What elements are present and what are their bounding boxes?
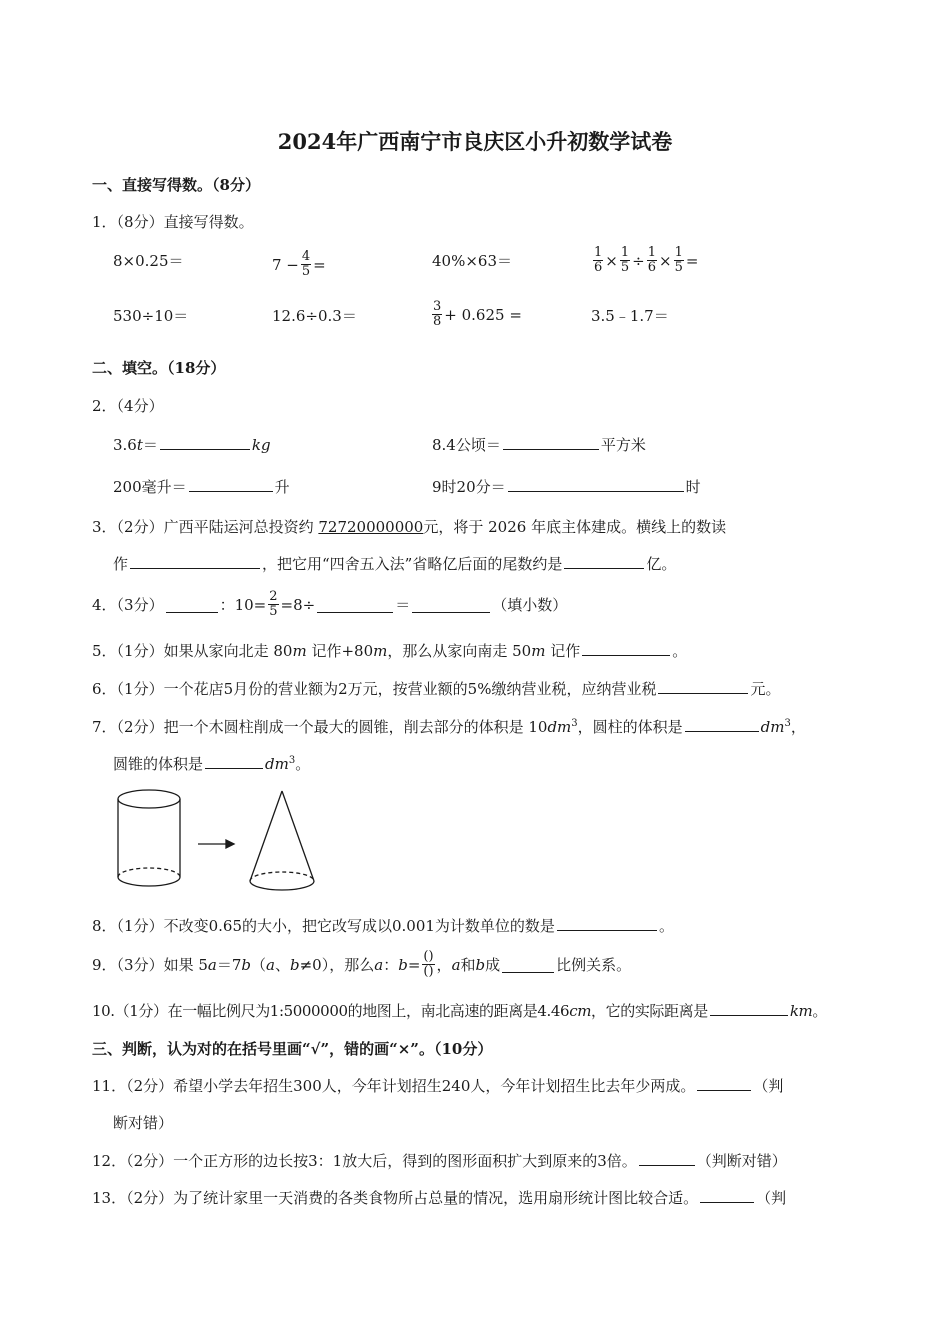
question-7-line-1: 7．（2分）把一个木圆柱削成一个最大的圆锥，削去部分的体积是 $10dm^3$，圆柱的体积是 $dm^3$， (92, 718, 806, 736)
fraction: $\frac{4}{5}$ (301, 249, 311, 279)
question-2-label: 2．（4分） (92, 397, 164, 415)
calc-item-g: $\frac{3}{8}$ + 0.625 = (433, 299, 522, 329)
answer-blank[interactable] (205, 753, 263, 769)
question-4: 4．（3分） ：10= $\frac{2}{5}$ =8÷ ＝ （填小数） (92, 589, 568, 619)
question-9: 9．（3分）如果 5 a ＝7 b （ a 、 b ≠0），那么 a ： b = $\frac{()}{()}$ ， a 和 b 成 比例关系。 (92, 949, 632, 979)
question-1-label: 1．（8分）直接写得数。 (92, 213, 254, 231)
q2-item-c: 200毫升＝ 升 (113, 478, 290, 496)
question-7-line-2: 圆锥的体积是 $dm^3$。 (113, 755, 311, 773)
answer-blank[interactable] (503, 434, 599, 450)
answer-blank[interactable] (710, 1000, 788, 1016)
answer-blank[interactable] (508, 476, 684, 492)
answer-blank[interactable] (582, 640, 670, 656)
question-13: 13．（2分）为了统计家里一天消费的各类食物所占总量的情况，选用扇形统计图比较合适。 （判 (92, 1189, 787, 1207)
calc-item-d: $\frac{1}{6}$ × $\frac{1}{5}$ ÷ $\frac{1}{6}$ × $\frac{1}{5}$ = (594, 245, 699, 275)
page-title: 2024年广西南宁市良庆区小升初数学试卷 (277, 129, 673, 154)
answer-blank[interactable] (317, 597, 393, 613)
q2-item-a: 3.6t＝ kg (113, 436, 271, 454)
calc-item-c: 40%×63＝ (432, 252, 512, 270)
answer-blank[interactable] (697, 1075, 751, 1091)
question-3-line-1: 3．（2分）广西平陆运河总投资约 72720000000元，将于 2026 年底主体建成。横线上的数读 (92, 518, 727, 536)
answer-blank[interactable] (130, 553, 260, 569)
calc-item-h: 3.5﹣1.7＝ (591, 307, 669, 325)
calc-item-e: 530÷10＝ (113, 307, 189, 325)
question-11-line-1: 11．（2分）希望小学去年招生300人，今年计划招生240人，今年计划招生比去年少两成。 （判 (92, 1077, 784, 1095)
answer-blank[interactable] (557, 915, 657, 931)
calc-item-a: 8×0.25＝ (113, 252, 184, 270)
q2-item-b: 8.4公顷＝ 平方米 (432, 436, 646, 454)
section-3-heading: 三、判断，认为对的在括号里画“√”，错的画“×”。（10分） (92, 1040, 493, 1058)
answer-blank[interactable] (639, 1150, 695, 1166)
question-8: 8．（1分）不改变0.65的大小，把它改写成以0.001为计数单位的数是 。 (92, 917, 674, 935)
answer-blank[interactable] (160, 434, 250, 450)
answer-blank[interactable] (700, 1187, 754, 1203)
question-6: 6．（1分）一个花店5月份的营业额为2万元，按营业额的5%缴纳营业税，应纳营业税 元。 (92, 680, 781, 698)
cone-shape (250, 791, 314, 890)
question-5: 5．（1分）如果从家向北走 80m 记作+80m，那么从家向南走 50m 记作 。 (92, 642, 688, 660)
cylinder-to-cone-figure (110, 785, 330, 895)
answer-blank[interactable] (189, 476, 273, 492)
question-12: 12．（2分）一个正方形的边长按3：1放大后，得到的图形面积扩大到原来的3倍。 （判断对错） (92, 1152, 787, 1170)
cylinder-shape (118, 790, 180, 886)
arrow-icon (198, 840, 234, 848)
answer-blank[interactable] (685, 716, 759, 732)
question-10: 10.（1分）在一幅比例尺为1:5000000的地图上，南北高速的距离是4.46cm，它的实际距离是 km。 (92, 1002, 827, 1020)
calc-item-b: 7 − $\frac{4}{5}$ = (272, 249, 326, 279)
section-2-heading: 二、填空。（18分） (92, 359, 226, 377)
answer-blank[interactable] (564, 553, 644, 569)
q2-item-d: 9时20分＝ 时 (432, 478, 701, 496)
calc-item-f: 12.6÷0.3＝ (272, 307, 357, 325)
question-3-line-2: 作 ，把它用“四舍五入法”省略亿后面的尾数约是 亿。 (113, 555, 677, 573)
section-1-heading: 一、直接写得数。（8分） (92, 176, 260, 194)
answer-blank[interactable] (412, 597, 490, 613)
question-11-line-2: 断对错） (113, 1114, 174, 1132)
answer-blank[interactable] (658, 678, 748, 694)
answer-blank[interactable] (166, 597, 218, 613)
answer-blank[interactable] (502, 957, 554, 973)
